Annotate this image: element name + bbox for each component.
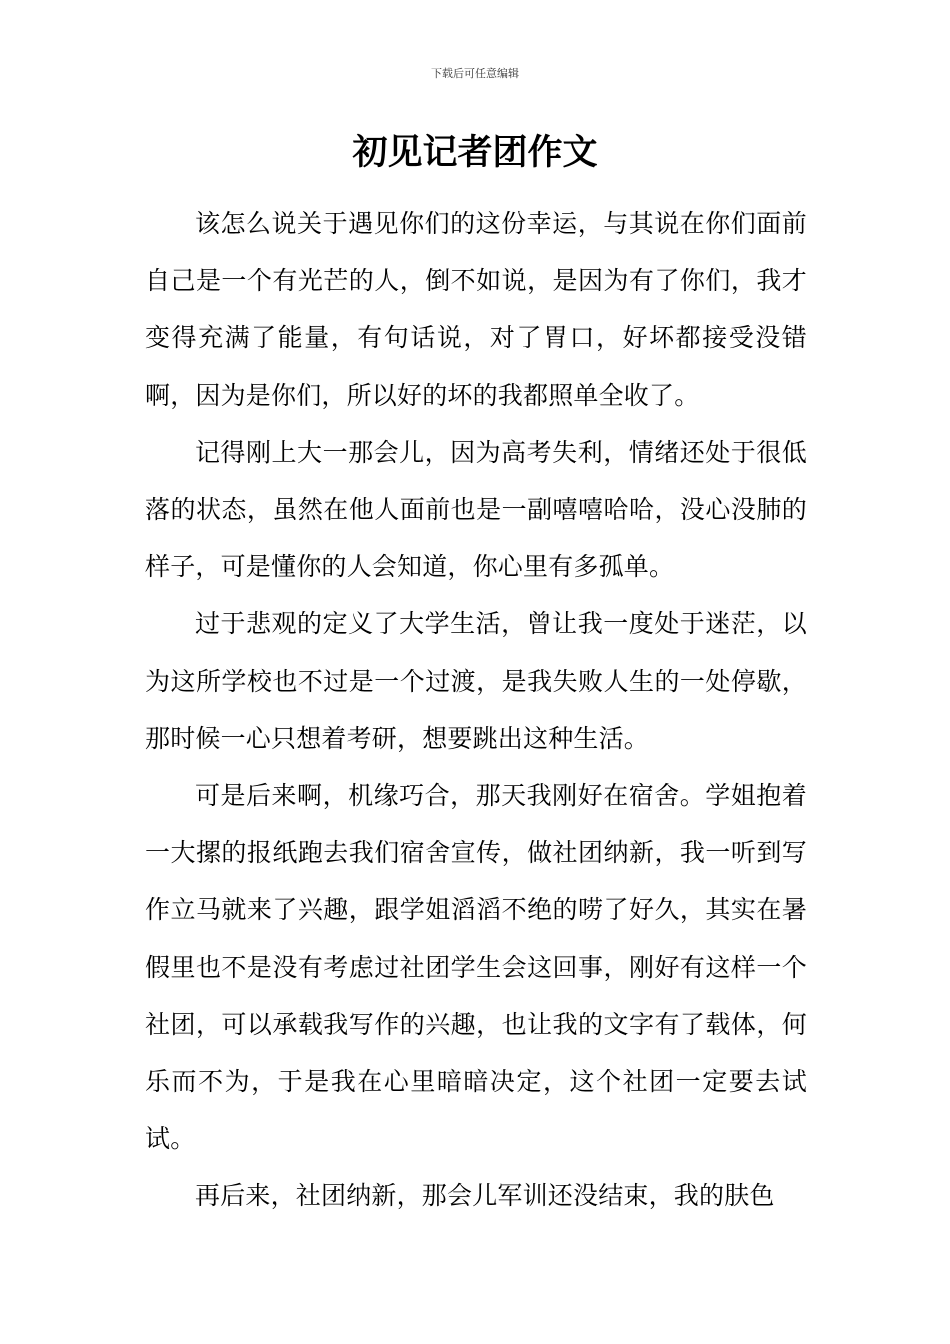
paragraph-3: 过于悲观的定义了大学生活，曾让我一度处于迷茫，以为这所学校也不过是一个过渡，是我失败人生的一处停歇，那时候一心只想着考研，想要跳出这种生活。 xyxy=(145,609,807,753)
paragraph-2: 记得刚上大一那会儿，因为高考失利，情绪还处于很低落的状态，虽然在他人面前也是一副嘻嘻哈哈，没心没肺的样子，可是懂你的人会知道，你心里有多孤单。 xyxy=(145,437,807,582)
header-note: 下载后可任意编辑 xyxy=(431,67,519,80)
document-title: 初见记者团作文 xyxy=(352,133,598,173)
paragraph-4: 可是后来啊，机缘巧合，那天我刚好在宿舍。学姐抱着一大摞的报纸跑去我们宿舍宣传，做社团纳新，我一听到写作立马就来了兴趣，跟学姐滔滔不绝的唠了好久，其实在暑假里也不是没有考虑过社团学生会这回事，刚好有这样一个社团，可以承载我写作的兴趣，也让我的文字有了载体，何乐而不为，于是我在心里暗暗决定，这个社团一定要去试试。 xyxy=(145,781,807,1154)
paragraph-1: 该怎么说关于遇见你们的这份幸运，与其说在你们面前自己是一个有光芒的人，倒不如说，是因为有了你们，我才变得充满了能量，有句话说，对了胃口，好坏都接受没错啊，因为是你们，所以好的坏的我都照单全收了。 xyxy=(145,209,807,410)
document-body xyxy=(145,195,807,1225)
paragraph-5: 再后来，社团纳新，那会儿军训还没结束，我的肤色 xyxy=(195,1181,775,1211)
